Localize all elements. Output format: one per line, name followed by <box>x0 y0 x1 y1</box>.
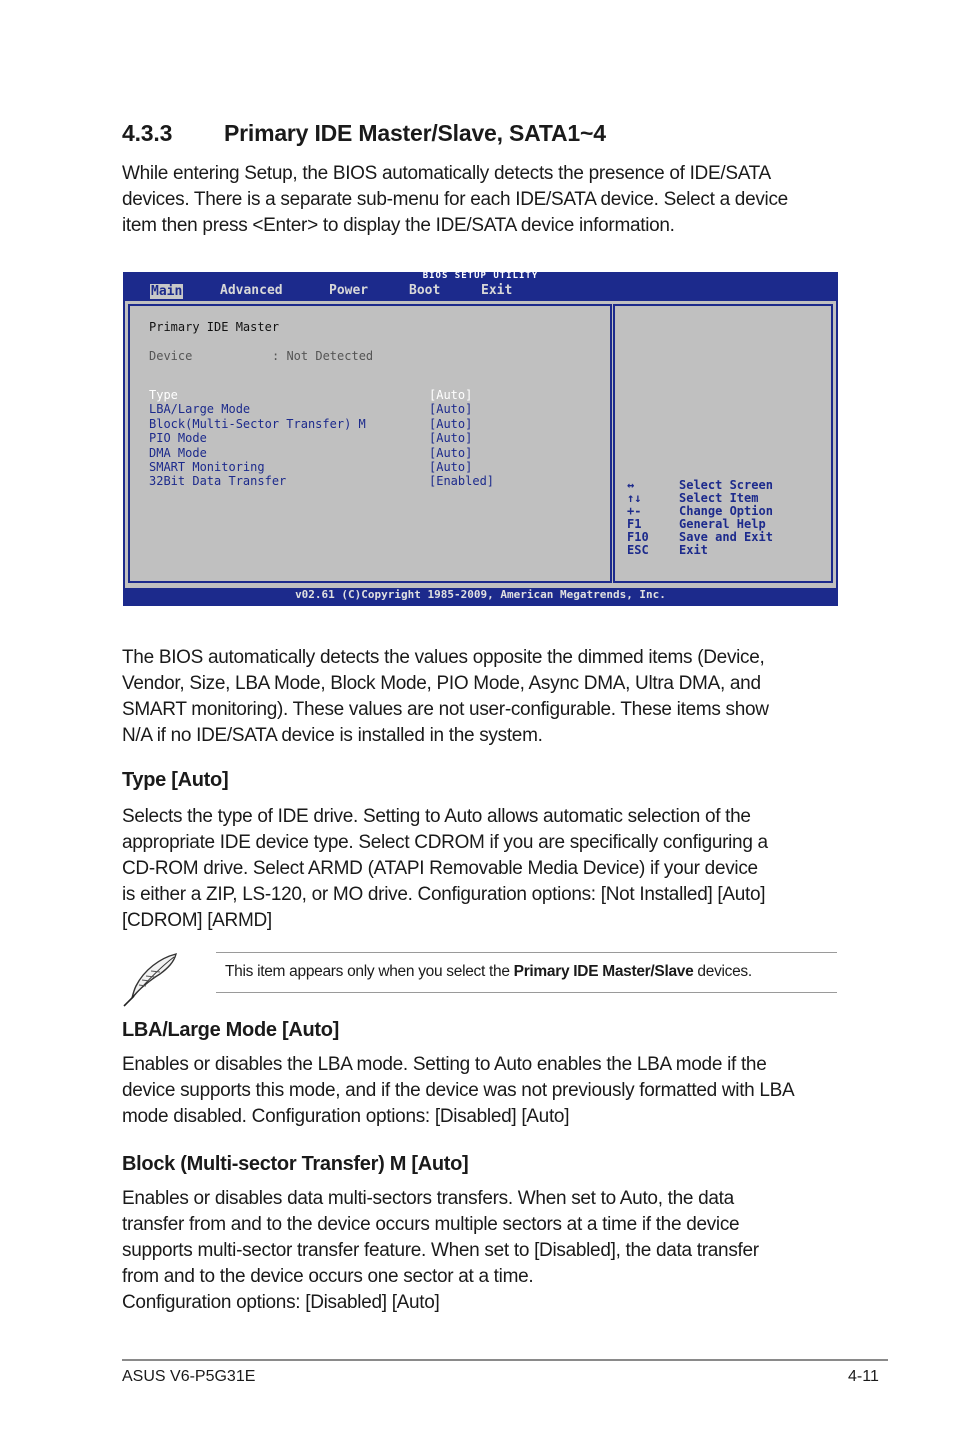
bios-menu-power[interactable]: Power <box>329 283 369 298</box>
arrows-lr-icon: ↔ <box>627 478 635 492</box>
block-heading: Block (Multi-sector Transfer) M [Auto] <box>122 1153 469 1175</box>
bios-value-block[interactable]: [Auto] <box>429 417 473 431</box>
esc-key: ESC <box>627 543 649 557</box>
bios-item-block[interactable]: Block(Multi-Sector Transfer) M <box>149 417 366 431</box>
type-auto-paragraph <box>122 804 852 934</box>
para-line: Enables or disables the LBA mode. Setting to Auto enables the LBA mode if the <box>122 1054 767 1075</box>
para-line: Selects the type of IDE drive. Setting to Auto allows automatic selection of the <box>122 806 751 827</box>
section-title: Primary IDE Master/Slave, SATA1~4 <box>224 120 606 146</box>
para-line: SMART monitoring). These values are not user-configurable. These items show <box>122 699 769 720</box>
bios-device-label: Device <box>149 349 193 363</box>
para-line: Vendor, Size, LBA Mode, Block Mode, PIO Mode, Async DMA, Ultra DMA, and <box>122 673 761 694</box>
bios-value-32bit[interactable]: [Enabled] <box>429 474 495 488</box>
arrows-ud-icon: ↑↓ <box>627 491 642 505</box>
footer-product: ASUS V6-P5G31E <box>122 1368 256 1385</box>
note-text-after: devices. <box>693 963 752 980</box>
note-top-rule <box>216 952 837 953</box>
bios-panel-title: Primary IDE Master <box>149 320 280 334</box>
bios-menu-bar <box>123 281 838 301</box>
bios-menu-exit[interactable]: Exit <box>481 283 513 298</box>
note-text-bold: Primary IDE Master/Slave <box>513 963 694 980</box>
para-line: mode disabled. Configuration options: [Disabled] [Auto] <box>122 1106 570 1127</box>
help-save-exit: Save and Exit <box>679 530 773 544</box>
intro-line: devices. There is a separate sub-menu for each IDE/SATA device. Select a device <box>122 189 788 210</box>
para-line: is either a ZIP, LS-120, or MO drive. Configuration options: [Not Installed] [Auto] <box>122 884 766 905</box>
help-change-option: Change Option <box>679 504 773 518</box>
help-general-help: General Help <box>679 517 766 531</box>
note-text <box>225 963 752 981</box>
help-select-screen: Select Screen <box>679 478 773 492</box>
bios-value-smart[interactable]: [Auto] <box>429 460 473 474</box>
intro-line: While entering Setup, the BIOS automatically detects the presence of IDE/SATA <box>122 163 771 184</box>
dimmed-items-paragraph <box>122 645 852 749</box>
bios-title: BIOS SETUP UTILITY <box>422 271 539 281</box>
quill-pen-icon <box>120 950 182 1008</box>
bios-menu-advanced[interactable]: Advanced <box>220 283 283 298</box>
help-select-item: Select Item <box>679 491 759 505</box>
bios-item-pio[interactable]: PIO Mode <box>149 431 207 445</box>
bios-settings-panel <box>128 304 612 583</box>
bios-body <box>125 301 836 588</box>
bios-item-type[interactable]: Type <box>149 388 178 402</box>
para-line: Enables or disables data multi-sectors transfers. When set to Auto, the data <box>122 1188 734 1209</box>
block-paragraph <box>122 1186 852 1316</box>
para-line: appropriate IDE device type. Select CDROM if you are specifically configuring a <box>122 832 768 853</box>
footer-rule <box>122 1359 888 1361</box>
section-number: 4.3.3 <box>122 120 173 146</box>
bios-item-dma[interactable]: DMA Mode <box>149 446 207 460</box>
para-line: [CDROM] [ARMD] <box>122 910 272 931</box>
bios-footer: v02.61 (C)Copyright 1985-2009, American Megatrends, Inc. <box>295 588 666 601</box>
lba-paragraph <box>122 1052 852 1130</box>
bios-value-lba[interactable]: [Auto] <box>429 402 473 416</box>
note-text-before: This item appears only when you select the <box>225 963 514 980</box>
bios-screenshot <box>123 272 838 606</box>
plus-minus-key: +- <box>627 504 642 518</box>
bios-value-pio[interactable]: [Auto] <box>429 431 473 445</box>
bios-item-lba[interactable]: LBA/Large Mode <box>149 402 251 416</box>
bios-value-type[interactable]: [Auto] <box>429 388 473 402</box>
bios-item-smart[interactable]: SMART Monitoring <box>149 460 265 474</box>
help-exit: Exit <box>679 543 708 557</box>
page-number: 4-11 <box>848 1368 879 1385</box>
bios-item-32bit[interactable]: 32Bit Data Transfer <box>149 474 287 488</box>
f10-key: F10 <box>627 530 649 544</box>
para-line: device supports this mode, and if the device was not previously formatted with LBA <box>122 1080 795 1101</box>
intro-line: item then press <Enter> to display the IDE/SATA device information. <box>122 215 675 236</box>
bios-menu-main[interactable]: Main <box>151 284 183 299</box>
bios-value-dma[interactable]: [Auto] <box>429 446 473 460</box>
para-line: The BIOS automatically detects the values opposite the dimmed items (Device, <box>122 647 765 668</box>
para-line: N/A if no IDE/SATA device is installed in the system. <box>122 725 543 746</box>
bios-menu-boot[interactable]: Boot <box>409 283 441 298</box>
para-line: from and to the device occurs one sector at a time. <box>122 1266 534 1287</box>
lba-heading: LBA/Large Mode [Auto] <box>122 1019 340 1041</box>
bios-help-panel <box>613 304 833 583</box>
intro-paragraph <box>122 161 852 239</box>
para-line: Configuration options: [Disabled] [Auto] <box>122 1292 440 1313</box>
bios-device-value: : Not Detected <box>272 349 374 363</box>
note-bottom-rule <box>216 992 837 993</box>
para-line: CD-ROM drive. Select ARMD (ATAPI Removable Media Device) if your device <box>122 858 758 879</box>
para-line: supports multi-sector transfer feature. When set to [Disabled], the data transfer <box>122 1240 759 1261</box>
f1-key: F1 <box>627 517 642 531</box>
para-line: transfer from and to the device occurs multiple sectors at a time if the device <box>122 1214 740 1235</box>
type-auto-heading: Type [Auto] <box>122 769 229 791</box>
